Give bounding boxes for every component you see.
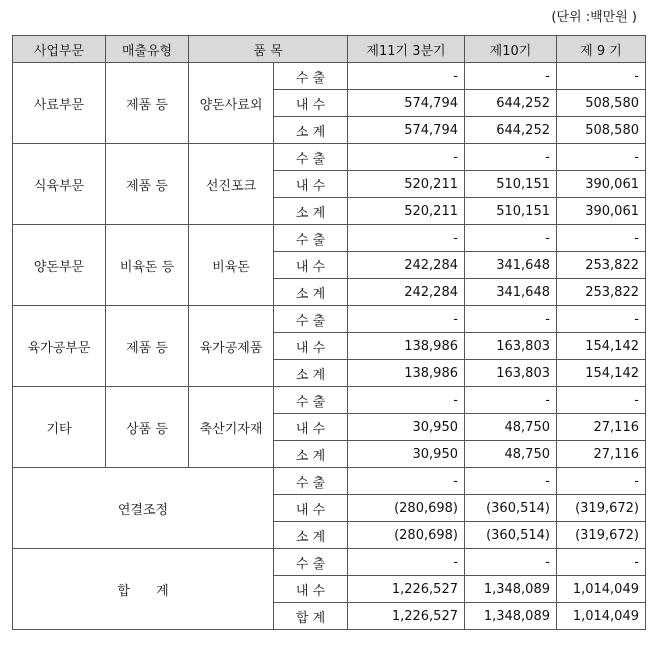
sub-label: 내 수: [274, 495, 348, 522]
value-cell: -: [465, 63, 557, 90]
value-cell: -: [348, 144, 465, 171]
segment-name: 사료부문: [13, 63, 106, 144]
segment-name: 육가공부문: [13, 306, 106, 387]
total-name: 합 계: [13, 549, 274, 630]
value-cell: -: [348, 63, 465, 90]
header-sales-type: 매출유형: [106, 36, 189, 63]
value-cell: 390,061: [557, 198, 646, 225]
value-cell: 253,822: [557, 252, 646, 279]
sub-label: 내 수: [274, 576, 348, 603]
value-cell: 1,226,527: [348, 576, 465, 603]
value-cell: (319,672): [557, 522, 646, 549]
item-name: 비육돈: [189, 225, 274, 306]
value-cell: 242,284: [348, 279, 465, 306]
value-cell: 154,142: [557, 333, 646, 360]
sub-label: 합 계: [274, 603, 348, 630]
value-cell: 510,151: [465, 198, 557, 225]
sales-type: 상품 등: [106, 387, 189, 468]
value-cell: -: [557, 468, 646, 495]
value-cell: -: [348, 225, 465, 252]
sales-type: 제품 등: [106, 306, 189, 387]
value-cell: 48,750: [465, 414, 557, 441]
table-row: [13, 468, 646, 495]
item-name: 양돈사료외: [189, 63, 274, 144]
value-cell: 1,014,049: [557, 576, 646, 603]
segment-name: 양돈부문: [13, 225, 106, 306]
table-row: [13, 225, 646, 252]
value-cell: -: [348, 306, 465, 333]
value-cell: -: [557, 549, 646, 576]
value-cell: 1,348,089: [465, 576, 557, 603]
value-cell: 341,648: [465, 279, 557, 306]
header-period-10: 제10기: [465, 36, 557, 63]
value-cell: 30,950: [348, 414, 465, 441]
sub-label: 소 계: [274, 117, 348, 144]
value-cell: -: [348, 549, 465, 576]
sales-type: 비육돈 등: [106, 225, 189, 306]
value-cell: -: [348, 468, 465, 495]
value-cell: (319,672): [557, 495, 646, 522]
value-cell: -: [465, 468, 557, 495]
value-cell: -: [465, 387, 557, 414]
value-cell: 163,803: [465, 333, 557, 360]
value-cell: 48,750: [465, 441, 557, 468]
value-cell: 27,116: [557, 414, 646, 441]
value-cell: 1,226,527: [348, 603, 465, 630]
header-period-11q3: 제11기 3분기: [348, 36, 465, 63]
sub-label: 내 수: [274, 90, 348, 117]
value-cell: 510,151: [465, 171, 557, 198]
value-cell: 1,348,089: [465, 603, 557, 630]
sub-label: 소 계: [274, 441, 348, 468]
sub-label: 수 출: [274, 225, 348, 252]
value-cell: 508,580: [557, 90, 646, 117]
header-period-9: 제 9 기: [557, 36, 646, 63]
value-cell: 138,986: [348, 333, 465, 360]
sub-label: 수 출: [274, 63, 348, 90]
value-cell: 27,116: [557, 441, 646, 468]
sub-label: 수 출: [274, 549, 348, 576]
value-cell: 520,211: [348, 171, 465, 198]
sub-label: 수 출: [274, 387, 348, 414]
value-cell: 163,803: [465, 360, 557, 387]
unit-note: (단위 :백만원 ): [551, 10, 637, 25]
sub-label: 소 계: [274, 522, 348, 549]
value-cell: 390,061: [557, 171, 646, 198]
table-row: [13, 306, 646, 333]
table-row: [13, 144, 646, 171]
value-cell: -: [557, 144, 646, 171]
table-body: [13, 63, 646, 630]
sub-label: 내 수: [274, 252, 348, 279]
value-cell: -: [465, 144, 557, 171]
value-cell: 574,794: [348, 117, 465, 144]
adjustment-name: 연결조정: [13, 468, 274, 549]
value-cell: -: [557, 306, 646, 333]
value-cell: -: [557, 225, 646, 252]
sub-label: 수 출: [274, 468, 348, 495]
sub-label: 내 수: [274, 171, 348, 198]
value-cell: -: [557, 387, 646, 414]
value-cell: 1,014,049: [557, 603, 646, 630]
value-cell: 520,211: [348, 198, 465, 225]
segment-name: 식육부문: [13, 144, 106, 225]
value-cell: 508,580: [557, 117, 646, 144]
value-cell: (360,514): [465, 522, 557, 549]
header-row: [13, 36, 646, 63]
value-cell: 242,284: [348, 252, 465, 279]
sub-label: 수 출: [274, 144, 348, 171]
value-cell: -: [348, 387, 465, 414]
sub-label: 수 출: [274, 306, 348, 333]
sub-label: 소 계: [274, 279, 348, 306]
value-cell: (360,514): [465, 495, 557, 522]
item-name: 육가공제품: [189, 306, 274, 387]
value-cell: 253,822: [557, 279, 646, 306]
table-row: [13, 549, 646, 576]
value-cell: 644,252: [465, 117, 557, 144]
value-cell: 30,950: [348, 441, 465, 468]
value-cell: -: [465, 306, 557, 333]
sub-label: 내 수: [274, 414, 348, 441]
sales-type: 제품 등: [106, 63, 189, 144]
sub-label: 소 계: [274, 198, 348, 225]
table-row: [13, 63, 646, 90]
value-cell: 644,252: [465, 90, 557, 117]
header-item: 품 목: [189, 36, 348, 63]
value-cell: (280,698): [348, 495, 465, 522]
sub-label: 내 수: [274, 333, 348, 360]
value-cell: (280,698): [348, 522, 465, 549]
item-name: 선진포크: [189, 144, 274, 225]
sales-type: 제품 등: [106, 144, 189, 225]
value-cell: -: [557, 63, 646, 90]
sub-label: 소 계: [274, 360, 348, 387]
sales-table: [12, 35, 646, 630]
value-cell: -: [465, 549, 557, 576]
table-row: [13, 387, 646, 414]
value-cell: 154,142: [557, 360, 646, 387]
value-cell: 341,648: [465, 252, 557, 279]
item-name: 축산기자재: [189, 387, 274, 468]
value-cell: 138,986: [348, 360, 465, 387]
segment-name: 기타: [13, 387, 106, 468]
header-segment: 사업부문: [13, 36, 106, 63]
value-cell: -: [465, 225, 557, 252]
value-cell: 574,794: [348, 90, 465, 117]
